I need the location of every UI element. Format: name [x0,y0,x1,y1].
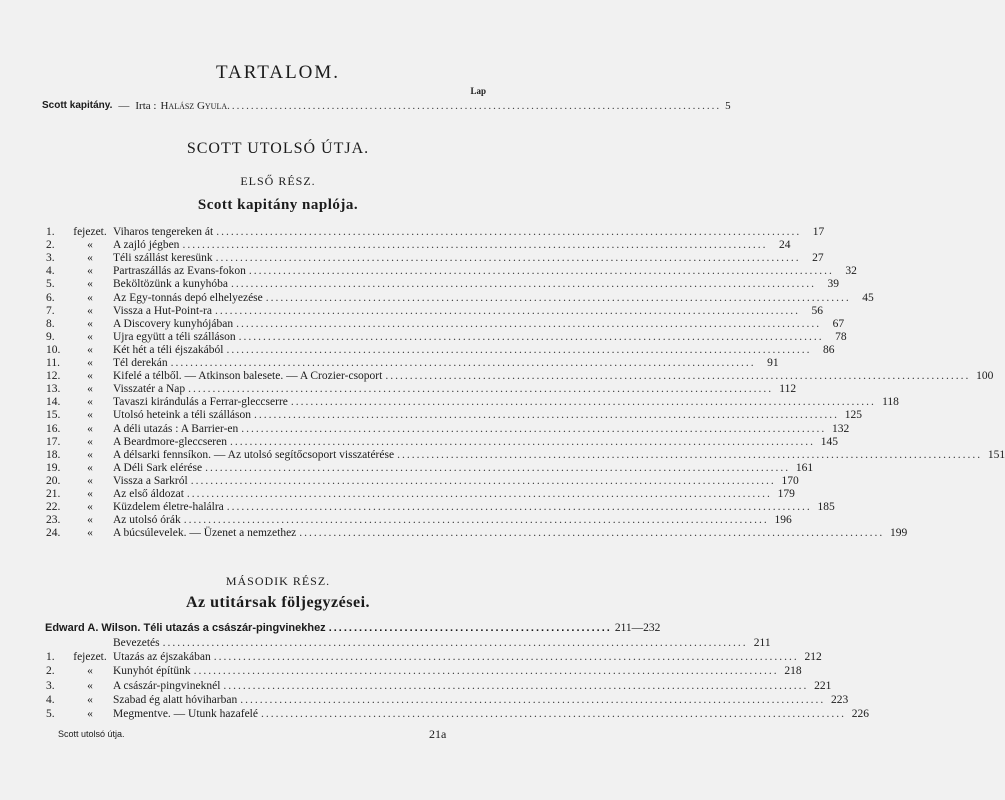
chapter-page: 45 [862,291,874,304]
chapter-marker: « [87,357,93,369]
chapter-number: 12. [46,370,61,383]
chapter-title: Tavaszi kirándulás a Ferrar-gleccserre [113,396,288,409]
toc-row [46,304,823,317]
footer-signature: Scott utolsó útja. [58,729,125,739]
leader-dots: ........................................................................................................................ [214,304,800,317]
chapter-number: 8. [46,317,55,330]
chapter-number: 13. [46,383,61,396]
toc-row [46,708,869,720]
chapter-number: 2. [46,665,55,678]
chapter-title: A délsarki fennsíkon. — Az utolsó segítőcsoport visszatérése [113,448,395,461]
chapter-page: 67 [832,317,845,330]
chapter-marker: « [87,679,93,692]
chapter-title: Kunyhót építünk [113,665,191,678]
chapter-marker: « [87,422,93,435]
leader-dots: ........................................................................................................................ [230,278,816,291]
chapter-number: 4. [46,693,55,706]
chapter-number: 16. [46,422,61,435]
leader-dots: ........................................................................................................................ [162,637,748,649]
chapter-title: Két hét a téli éjszakából [113,343,224,356]
wilson-entry [45,622,661,634]
chapter-marker: « [87,708,93,720]
chapter-marker: « [87,501,93,514]
leader-dots: ........................................................................................................................ [238,330,824,343]
chapter-number: 10. [46,343,61,356]
chapter-page: 226 [851,708,869,720]
chapter-number: 20. [46,474,61,487]
chapter-page: 91 [767,357,779,369]
chapter-number: 5. [46,278,55,291]
toc-row [46,278,839,291]
leader-dots: ........................................................................................................................ [385,370,971,383]
leader-dots: ........................................................ [328,622,612,634]
chapter-page: 39 [827,278,839,291]
chapter-title: Tél derekán [113,357,168,369]
chapter-page: 221 [814,679,832,692]
leader-dots: ........................................................................................................................ [188,383,774,396]
chapter-marker: « [87,409,93,422]
intro-author: Halász Gyula [160,100,228,112]
chapter-marker: « [87,278,93,291]
chapter-title: A császár-pingvineknél [113,679,221,692]
chapter-title: A búcsúlevelek. — Üzenet a nemzethez [113,527,297,540]
chapter-number: 15. [46,409,61,422]
footer-page-mark: 21a [429,727,447,741]
chapter-title: Partraszállás az Evans-fokon [113,265,246,278]
leader-dots: ........................................................................................................................ [241,422,827,435]
chapter-page: 145 [820,435,838,448]
chapter-number: 5. [46,708,55,720]
chapter-marker: « [87,474,93,487]
chapter-title: A déli utazás : A Barrier-en [113,422,239,435]
chapter-marker: « [87,343,93,356]
toc-row [46,679,832,692]
page-title: TARTALOM. [215,62,341,83]
chapter-title: Kifelé a télből. — Atkinson balesete. — A Crozier-csoport [113,370,383,383]
chapter-number: 24. [46,527,61,540]
toc-row [46,396,899,409]
chapter-page: 223 [830,693,849,706]
intro-page: 5 [725,100,731,112]
chapter-title: Az Egy-tonnás depó elhelyezése [113,291,263,304]
leader-dots: ........................................................................................................................ [170,357,756,369]
toc-row [46,265,857,278]
chapter-number: 3. [46,679,55,692]
chapter-title: Téli szállást keresünk [113,252,213,265]
leader-dots: ........................................................................................................................ [236,317,822,330]
leader-dots: ........................................................................................................................ [182,239,768,252]
toc-row [46,409,862,422]
chapter-marker: « [87,317,93,330]
toc-row [46,501,835,514]
chapter-page: 56 [811,304,823,317]
chapter-page: 27 [812,252,824,265]
chapter-page: 100 [976,370,994,383]
chapter-number: 19. [46,461,61,474]
toc-row [46,370,994,383]
chapter-marker: « [87,488,93,500]
chapter-number: 3. [46,252,55,265]
chapter-number: 9. [46,330,55,343]
chapter-number: 11. [46,357,60,369]
toc-row [46,422,850,435]
toc-row [46,637,771,649]
toc-row [46,317,845,330]
chapter-marker: « [87,693,93,706]
chapter-page: 118 [882,396,899,409]
chapter-title: Megmentve. — Utunk hazafelé [113,708,258,720]
toc-row [46,448,1005,461]
chapter-marker: fejezet. [73,651,107,664]
toc-row [46,226,825,238]
chapter-page: 218 [784,665,802,678]
leader-dots: ........................................................................................................................ [248,265,834,278]
chapter-title: A Discovery kunyhójában [113,317,234,330]
chapter-page: 151 [987,448,1005,461]
toc-row [46,651,822,664]
chapter-title: Utazás az éjszakában [113,651,211,664]
leader-dots: ........................................................................................................................ [186,488,772,500]
leader-dots: ........................................................................................................................ [299,527,885,540]
chapter-marker: « [87,396,93,409]
chapter-marker: « [87,435,93,448]
leader-dots: ........................................................................................................................ [215,252,801,265]
chapter-page: 211 [753,637,771,649]
toc-row [46,665,802,678]
toc-row [46,357,779,369]
chapter-page: 17 [812,226,825,238]
chapter-number: 23. [46,514,61,527]
part-one-title: Scott kapitány naplója. [197,197,359,213]
chapter-number: 22. [46,501,61,514]
wilson-label: Edward A. Wilson. Téli utazás a császár-pingvinekhez [45,622,326,634]
intro-author-label: Scott kapitány. [42,100,113,111]
chapter-marker: « [87,239,93,252]
toc-row [46,239,791,252]
chapter-page: 112 [779,383,797,396]
chapter-marker: « [87,252,93,265]
wilson-page: 211—232 [614,622,661,634]
leader-dots: ........................................................................................................ [227,100,722,112]
leader-dots: ........................................................................................................................ [213,651,799,664]
chapter-page: 24 [778,239,791,252]
leader-dots: ........................................................................................................................ [226,343,812,356]
chapter-title: Vissza a Hut-Point-ra [113,304,212,317]
chapter-title: A Déli Sark elérése [113,461,203,474]
chapter-number: 1. [46,651,55,664]
page-column-label: Lap [470,86,486,96]
toc-row [46,435,838,448]
part-two-title: Az utitársak följegyzései. [185,594,371,611]
chapter-page: 179 [777,488,795,500]
chapter-title: Beköltözünk a kunyhóba [113,278,228,291]
leader-dots: ........................................................................................................................ [193,665,779,678]
leader-dots: ........................................................................................................................ [260,708,846,720]
leader-dots: ........................................................................................................................ [223,679,809,692]
chapter-number: 7. [46,304,55,317]
chapter-marker: « [87,448,93,461]
chapter-marker: « [87,665,93,678]
intro-written-by: Irta : [135,100,157,112]
chapter-page: 212 [804,651,822,664]
chapter-number: 1. [46,226,55,238]
toc-row [46,291,874,304]
chapter-title: Szabad ég alatt hóviharban [113,693,238,706]
leader-dots: ........................................................................................................................ [253,409,839,422]
part-one-heading: ELSŐ RÉSZ. [240,174,316,188]
leader-dots: ........................................................................................................................ [290,396,876,409]
chapter-title: Visszatér a Nap [113,383,186,396]
chapter-title: Küzdelem életre-halálra [113,501,224,514]
toc-row [46,474,799,487]
leader-dots: ........................................................................................................................ [205,461,791,474]
chapter-title: A zajló jégben [113,239,180,252]
chapter-title: Viharos tengereken át [113,226,214,238]
intro-entry [42,100,731,112]
toc-row [46,383,797,396]
toc-row [46,527,908,540]
chapter-marker: « [87,265,93,278]
chapter-marker: « [87,291,93,304]
chapter-page: 199 [890,527,908,540]
chapter-marker: « [87,461,93,474]
chapter-page: 161 [795,461,814,474]
leader-dots: ........................................................................................................................ [240,693,826,706]
chapter-number: 6. [46,291,55,304]
chapter-number: 21. [46,488,61,500]
chapter-page: 132 [832,422,850,435]
part-two-heading: MÁSODIK RÉSZ. [225,574,331,588]
chapter-marker: « [87,527,93,540]
toc-row [46,461,814,474]
chapter-marker: « [87,330,93,343]
chapter-number: 18. [46,448,61,461]
toc-row [46,343,835,356]
leader-dots: ........................................................................................................................ [397,448,983,461]
chapter-title: Az első áldozat [113,488,184,500]
leader-dots: ........................................................................................................................ [265,291,851,304]
chapter-number: 2. [46,239,55,252]
chapter-number: 17. [46,435,61,448]
leader-dots: ........................................................................................................................ [226,501,812,514]
chapter-page: 185 [817,501,835,514]
leader-dots: ........................................................................................................................ [216,226,802,238]
chapter-number: 14. [46,396,61,409]
chapter-page: 86 [822,343,835,356]
book-title: SCOTT UTOLSÓ ÚTJA. [186,140,370,157]
toc-row [46,488,795,500]
toc-row [46,330,847,343]
chapter-marker: « [87,514,93,527]
chapter-marker: fejezet. [73,226,107,238]
chapter-page: 125 [844,409,862,422]
chapter-page: 78 [835,330,847,343]
leader-dots: ........................................................................................................................ [229,435,815,448]
leader-dots: ........................................................................................................................ [190,474,776,487]
chapter-title: A Beardmore-gleccseren [113,435,227,448]
chapter-marker: « [87,383,93,396]
toc-row [46,693,849,706]
leader-dots: ........................................................................................................................ [183,514,769,527]
chapter-page: 170 [781,474,799,487]
chapter-number: 4. [46,265,55,278]
chapter-title: Vissza a Sarkról [113,474,188,487]
toc-row [46,514,792,527]
chapter-marker: « [87,370,93,383]
chapter-marker: « [87,304,93,317]
chapter-title: Az utolsó órák [113,514,181,527]
toc-row [46,252,824,265]
chapter-page: 196 [774,514,792,527]
chapter-title: Ujra együtt a téli szálláson [113,330,236,343]
intro-dash: — [118,100,130,112]
chapter-title: Utolsó heteink a téli szálláson [113,409,251,422]
chapter-title: Bevezetés [113,637,160,649]
chapter-page: 32 [845,265,857,278]
